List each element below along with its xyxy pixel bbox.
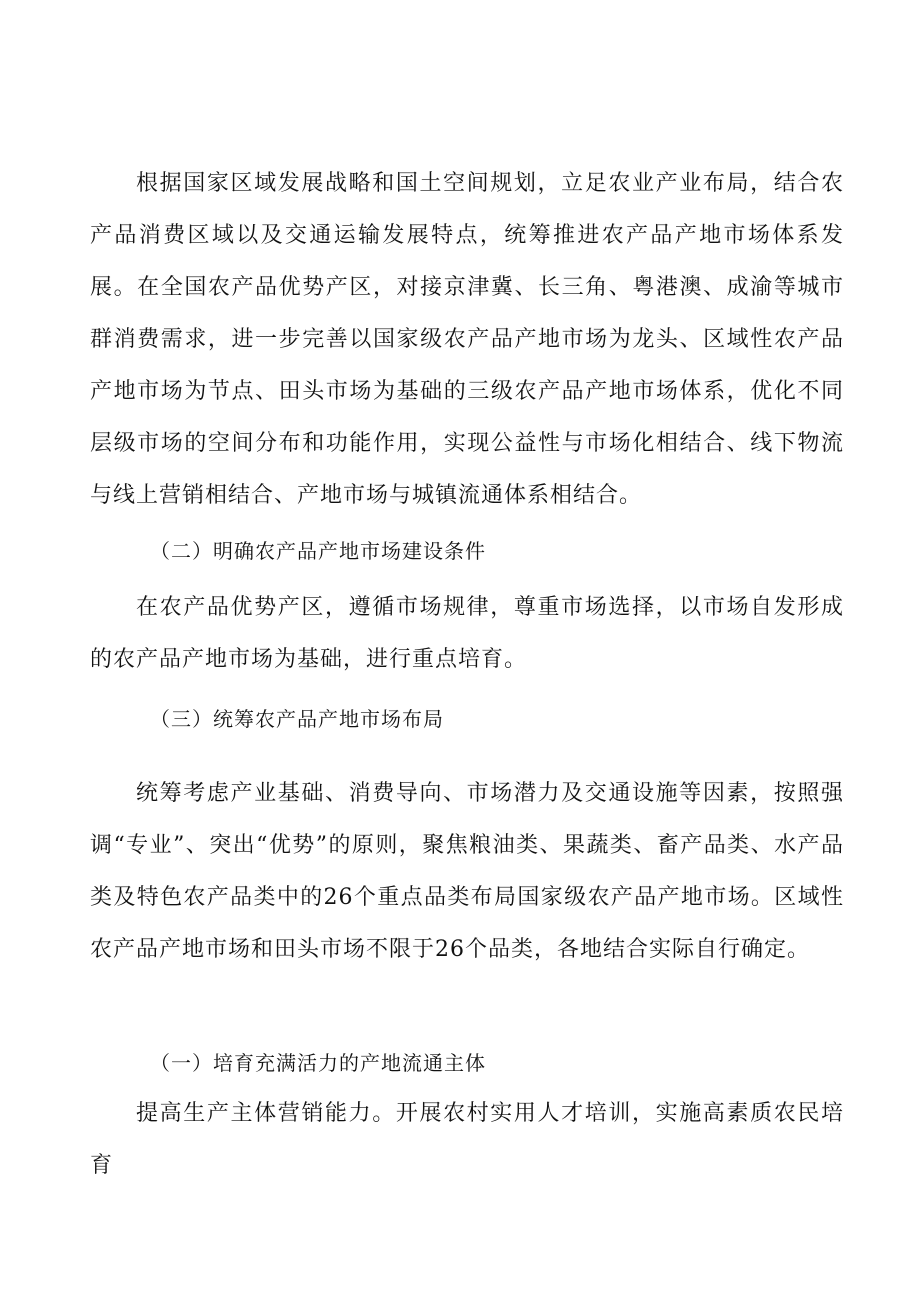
paragraph-key-categories: 统筹考虑产业基础、消费导向、市场潜力及交通设施等因素，按照强调“专业”、突出“优势”的原则，聚焦粮油类、果蔬类、畜产品类、水产品类及特色农产品类中的26个重点品类布局国家级农产品产地市场。区域性农产品产地市场和田头市场不限于26个品类，各地结合实际自行确定。: [90, 781, 844, 962]
paragraph-advantage-regions: 在农产品优势产区，遵循市场规律，尊重市场选择，以市场自发形成的农产品产地市场为基础，进行重点培育。: [90, 595, 844, 672]
heading-market-layout: （三）统筹农产品产地市场布局: [150, 707, 444, 731]
paragraph-market-system: 根据国家区域发展战略和国土空间规划，立足农业产业布局，结合农产品消费区域以及交通运输发展特点，统筹推进农产品产地市场体系发展。在全国农产品优势产区，对接京津冀、长三角、粤港澳、成渝等城市群消费需求，进一步完善以国家级农产品产地市场为龙头、区域性农产品产地市场为节点、田头市场为基础的三级农产品产地市场体系，优化不同层级市场的空间分布和功能作用，实现公益性与市场化相结合、线下物流与线上营销相结合、产地市场与城镇流通体系相结合。: [90, 171, 844, 508]
paragraph-marketing-capacity: 提高生产主体营销能力。开展农村实用人才培训，实施高素质农民培育: [90, 1101, 844, 1178]
heading-circulation-entities: （一）培育充满活力的产地流通主体: [150, 1051, 486, 1075]
heading-construction-conditions: （二）明确农产品产地市场建设条件: [150, 539, 486, 563]
